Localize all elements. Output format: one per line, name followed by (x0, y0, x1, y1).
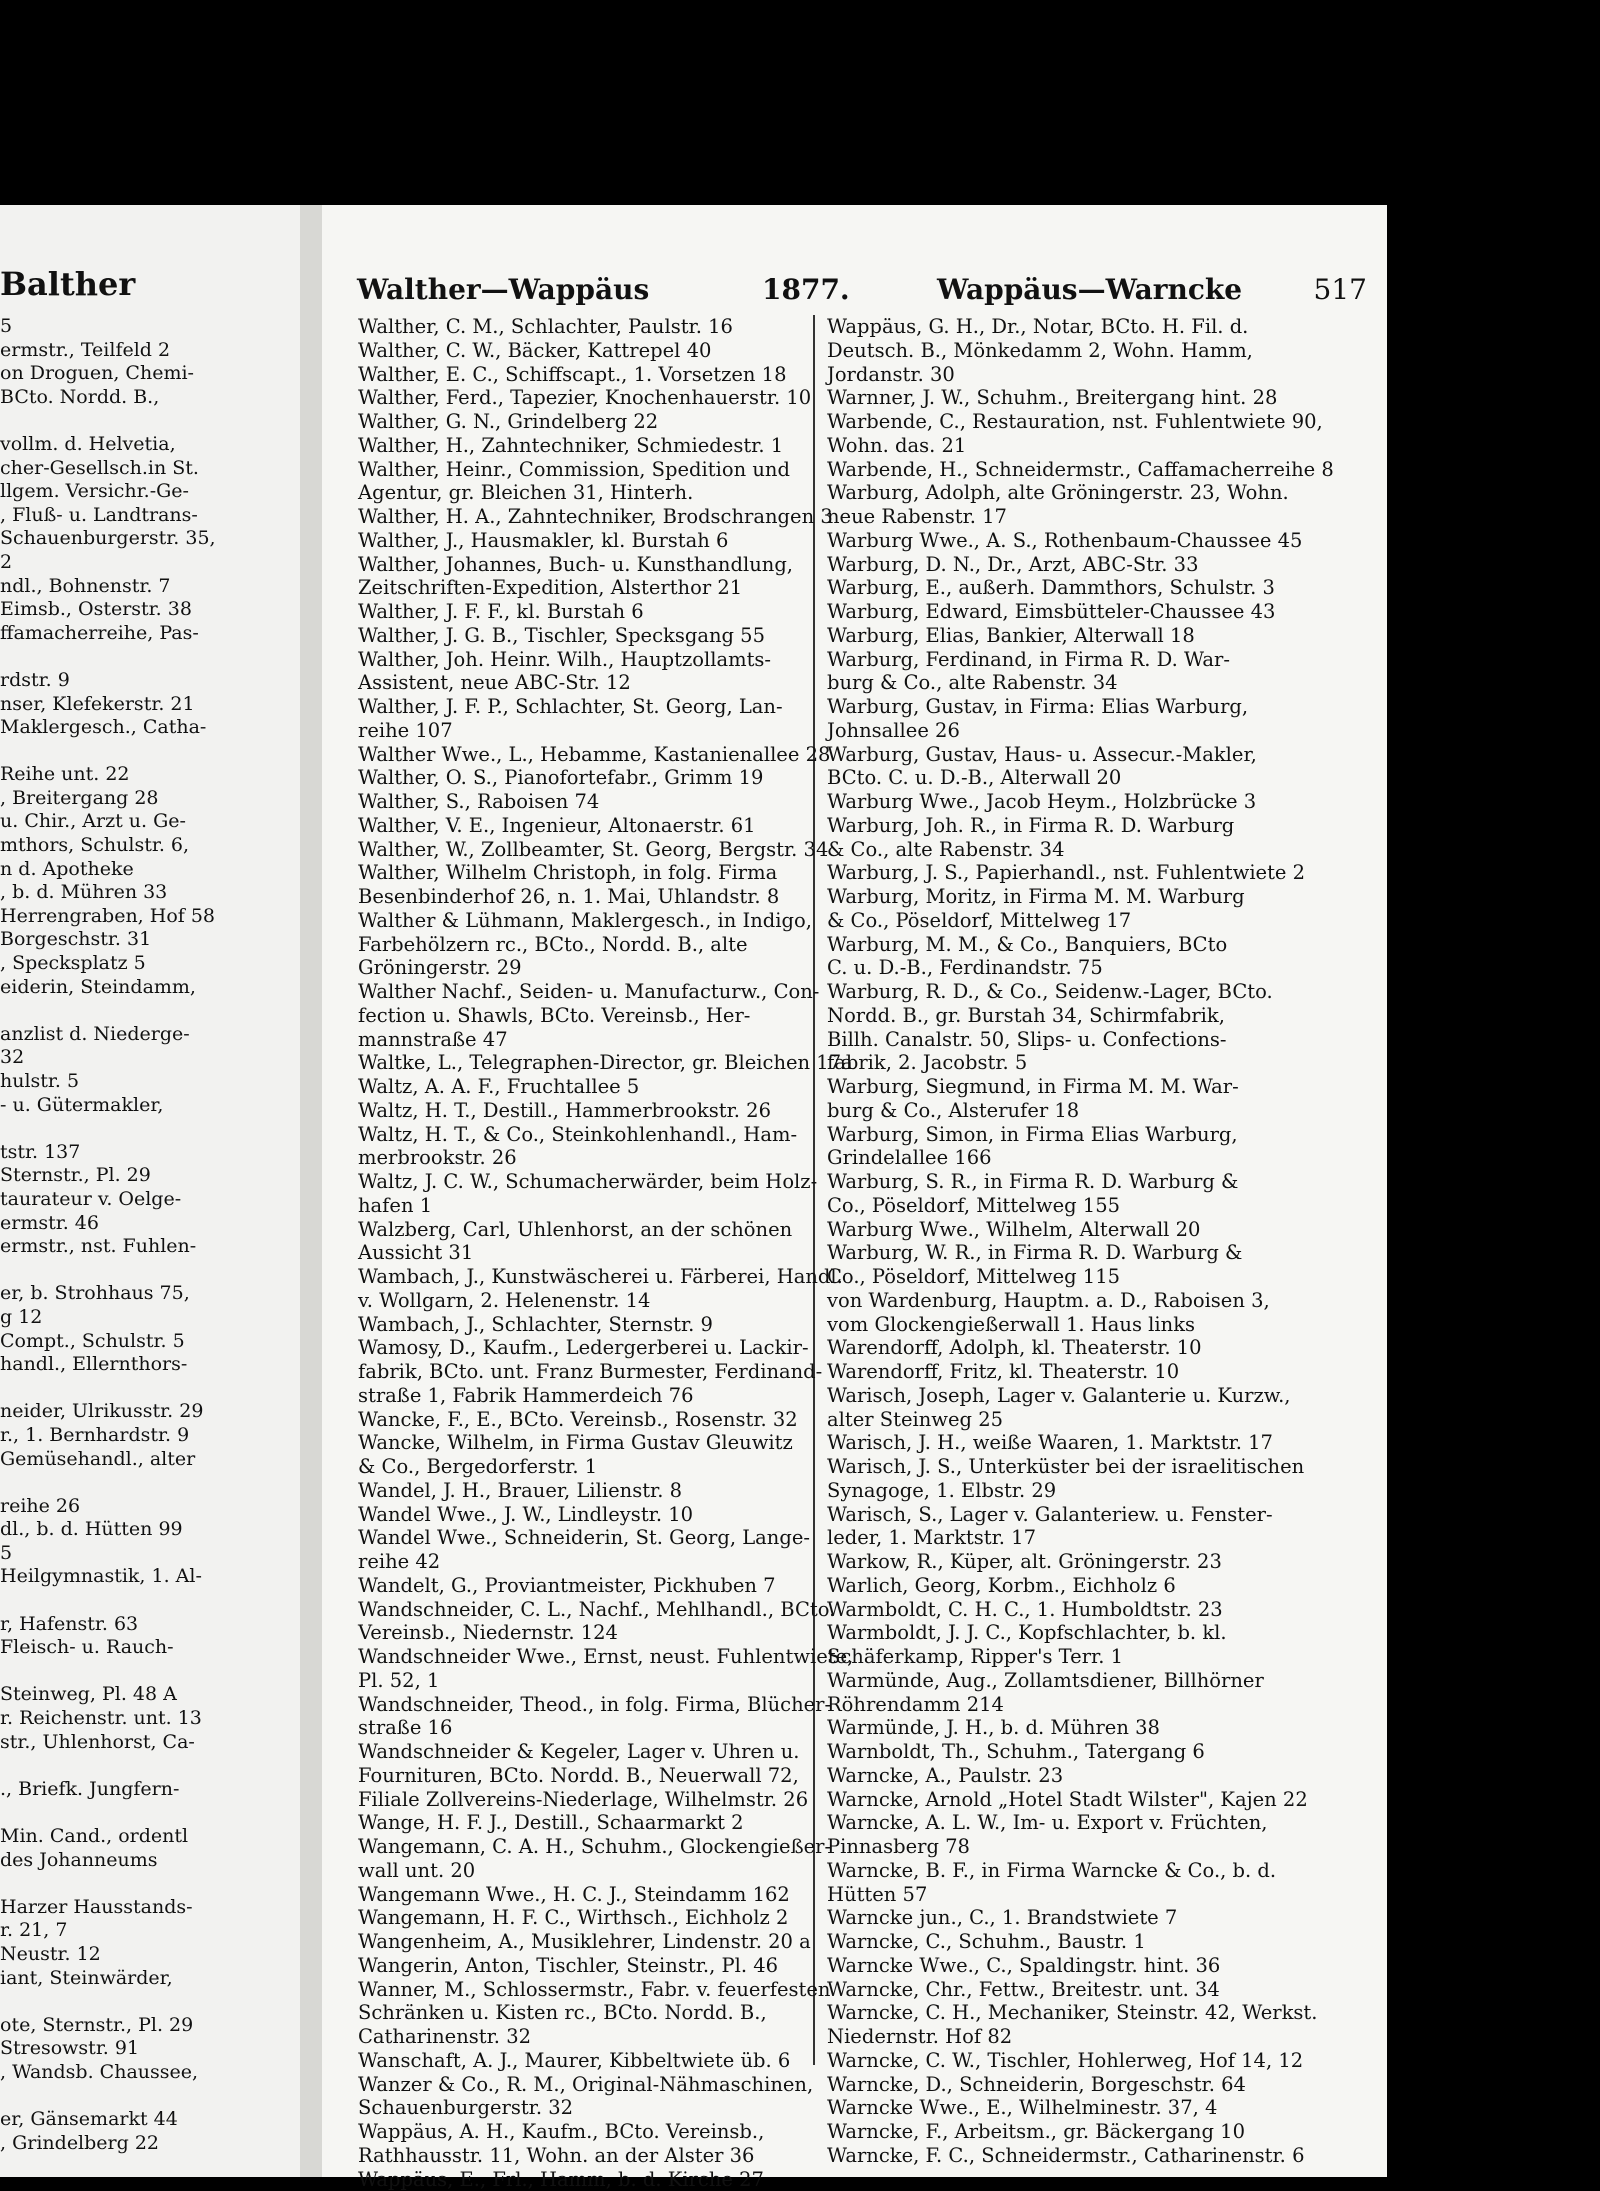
directory-entry: Aussicht 31 (358, 1241, 856, 1265)
directory-entry: Waltz, H. T., & Co., Steinkohlenhandl., Ham- (358, 1123, 856, 1147)
directory-entry: Grindelallee 166 (827, 1146, 1347, 1170)
directory-entry: Wandel Wwe., J. W., Lindleystr. 10 (358, 1503, 856, 1527)
directory-entry: Vereinsb., Niedernstr. 124 (358, 1621, 856, 1645)
left-page-line: Fleisch- u. Rauch- (0, 1636, 216, 1660)
directory-entry: Assistent, neue ABC-Str. 12 (358, 671, 856, 695)
left-page-line: ffamacherreihe, Pas- (0, 622, 216, 646)
directory-entry: Walther, C. M., Schlachter, Paulstr. 16 (358, 315, 856, 339)
directory-entry: Warnboldt, Th., Schuhm., Tatergang 6 (827, 1740, 1347, 1764)
left-page-line (0, 1754, 216, 1778)
directory-entry: Zeitschriften-Expedition, Alsterthor 21 (358, 576, 856, 600)
left-page-line: vollm. d. Helvetia, (0, 433, 216, 457)
directory-entry: Wanzer & Co., R. M., Original-Nähmaschinen, (358, 2073, 856, 2097)
left-page-line: Compt., Schulstr. 5 (0, 1330, 216, 1354)
directory-entry: Schauenburgerstr. 32 (358, 2096, 856, 2120)
left-page-line: des Johanneums (0, 1849, 216, 1873)
directory-entry: Warncke, B. F., in Firma Warncke & Co., b. d. (827, 1859, 1347, 1883)
left-page-line: Reihe unt. 22 (0, 763, 216, 787)
directory-entry: & Co., alte Rabenstr. 34 (827, 838, 1347, 862)
directory-entry: Gröningerstr. 29 (358, 956, 856, 980)
directory-entry: vom Glockengießerwall 1. Haus links (827, 1313, 1347, 1337)
directory-entry: Warburg, E., außerh. Dammthors, Schulstr. 3 (827, 576, 1347, 600)
directory-entry: Walther, V. E., Ingenieur, Altonaerstr. 61 (358, 814, 856, 838)
left-page-line: ., Briefk. Jungfern- (0, 1778, 216, 1802)
directory-entry: hafen 1 (358, 1194, 856, 1218)
directory-entry: Warbende, H., Schneidermstr., Caffamacherreihe 8 (827, 458, 1347, 482)
directory-entry: Co., Pöseldorf, Mittelweg 115 (827, 1265, 1347, 1289)
book-gutter (300, 205, 322, 2177)
directory-entry: Warburg, Simon, in Firma Elias Warburg, (827, 1123, 1347, 1147)
directory-entry: fabrik, BCto. unt. Franz Burmester, Ferdinand- (358, 1360, 856, 1384)
left-page-line: r, Hafenstr. 63 (0, 1613, 216, 1637)
directory-entry: Walther, C. W., Bäcker, Kattrepel 40 (358, 339, 856, 363)
directory-entry: Deutsch. B., Mönkedamm 2, Wohn. Hamm, (827, 339, 1347, 363)
directory-entry: Warburg, Elias, Bankier, Alterwall 18 (827, 624, 1347, 648)
directory-entry: Warlich, Georg, Korbm., Eichholz 6 (827, 1574, 1347, 1598)
left-page-line: eiderin, Steindamm, (0, 976, 216, 1000)
directory-entry: Warkow, R., Küper, alt. Gröningerstr. 23 (827, 1550, 1347, 1574)
directory-entry: Wandel, J. H., Brauer, Lilienstr. 8 (358, 1479, 856, 1503)
left-page-line: Sternstr., Pl. 29 (0, 1164, 216, 1188)
directory-entry: Walther, E. C., Schiffscapt., 1. Vorsetzen 18 (358, 363, 856, 387)
directory-entry: Waltz, J. C. W., Schumacherwärder, beim Holz- (358, 1170, 856, 1194)
directory-entry: Wamosy, D., Kaufm., Ledergerberei u. Lackir- (358, 1336, 856, 1360)
directory-entry: fection u. Shawls, BCto. Vereinsb., Her- (358, 1004, 856, 1028)
left-page-line: 5 (0, 315, 216, 339)
directory-entry: Wandel Wwe., Schneiderin, St. Georg, Lange- (358, 1526, 856, 1550)
directory-entry: Warburg Wwe., Jacob Heym., Holzbrücke 3 (827, 790, 1347, 814)
directory-entry: mannstraße 47 (358, 1028, 856, 1052)
directory-entry: Warburg, S. R., in Firma R. D. Warburg & (827, 1170, 1347, 1194)
directory-entry: Wandschneider Wwe., Ernst, neust. Fuhlentwiete, (358, 1645, 856, 1669)
left-page-line: ndl., Bohnenstr. 7 (0, 575, 216, 599)
left-page-line (0, 999, 216, 1023)
directory-entry: Warendorff, Adolph, kl. Theaterstr. 10 (827, 1336, 1347, 1360)
column-1 (358, 315, 856, 2191)
left-page-line: ermstr., Teilfeld 2 (0, 339, 216, 363)
left-page-line (0, 1589, 216, 1613)
left-page-line (0, 1471, 216, 1495)
left-page-line: llgem. Versichr.-Ge- (0, 480, 216, 504)
directory-entry: Warburg, Siegmund, in Firma M. M. War- (827, 1075, 1347, 1099)
column-2 (827, 315, 1347, 2168)
directory-entry: Warburg Wwe., A. S., Rothenbaum-Chaussee 45 (827, 529, 1347, 553)
directory-entry: Waltz, A. A. F., Fruchtallee 5 (358, 1075, 856, 1099)
directory-entry: Fournituren, BCto. Nordd. B., Neuerwall 72, (358, 1764, 856, 1788)
directory-entry: Warmboldt, J. J. C., Kopfschlachter, b. kl. (827, 1621, 1347, 1645)
left-page-line: Herrengraben, Hof 58 (0, 905, 216, 929)
directory-entry: Walther Wwe., L., Hebamme, Kastanienallee 28 (358, 743, 856, 767)
directory-entry: Warncke jun., C., 1. Brandstwiete 7 (827, 1906, 1347, 1930)
left-page-line: mthors, Schulstr. 6, (0, 834, 216, 858)
directory-entry: & Co., Pöseldorf, Mittelweg 17 (827, 909, 1347, 933)
left-page-line: r., 1. Bernhardstr. 9 (0, 1424, 216, 1448)
directory-entry: Wangemann, C. A. H., Schuhm., Glockengießer- (358, 1835, 856, 1859)
directory-entry: Niedernstr. Hof 82 (827, 2025, 1347, 2049)
left-page-lines (0, 315, 216, 2155)
left-page-line: nser, Klefekerstr. 21 (0, 693, 216, 717)
directory-entry: Warburg, Edward, Eimsbütteler-Chaussee 43 (827, 600, 1347, 624)
directory-entry: Warbende, C., Restauration, nst. Fuhlentwiete 90, (827, 410, 1347, 434)
directory-entry: Walzberg, Carl, Uhlenhorst, an der schönen (358, 1218, 856, 1242)
left-page-line: neider, Ulrikusstr. 29 (0, 1400, 216, 1424)
left-page-line: r. Reichenstr. unt. 13 (0, 1707, 216, 1731)
directory-entry: Wandschneider & Kegeler, Lager v. Uhren u. (358, 1740, 856, 1764)
directory-entry: Warncke, A. L. W., Im- u. Export v. Früchten, (827, 1811, 1347, 1835)
directory-entry: Co., Pöseldorf, Mittelweg 155 (827, 1194, 1347, 1218)
left-page-line: Neustr. 12 (0, 1943, 216, 1967)
directory-entry: Catharinenstr. 32 (358, 2025, 856, 2049)
directory-entry: Walther, Heinr., Commission, Spedition und (358, 458, 856, 482)
directory-entry: Nordd. B., gr. Burstah 34, Schirmfabrik, (827, 1004, 1347, 1028)
directory-entry: Filiale Zollvereins-Niederlage, Wilhelmstr. 26 (358, 1788, 856, 1812)
directory-entry: fabrik, 2. Jacobstr. 5 (827, 1051, 1347, 1075)
page-number: 517 (1314, 273, 1367, 306)
directory-entry: Warendorff, Fritz, kl. Theaterstr. 10 (827, 1360, 1347, 1384)
directory-entry: Warburg, Adolph, alte Gröningerstr. 23, Wohn. (827, 481, 1347, 505)
directory-entry: Schäferkamp, Ripper's Terr. 1 (827, 1645, 1347, 1669)
directory-entry: Warmünde, Aug., Zollamtsdiener, Billhörner (827, 1669, 1347, 1693)
directory-entry: BCto. C. u. D.-B., Alterwall 20 (827, 766, 1347, 790)
directory-entry: Walther, Ferd., Tapezier, Knochenhauerstr. 10 (358, 386, 856, 410)
directory-entry: Synagoge, 1. Elbstr. 29 (827, 1479, 1347, 1503)
left-page-line (0, 1117, 216, 1141)
directory-entry: Warburg, R. D., & Co., Seidenw.-Lager, BCto. (827, 980, 1347, 1004)
left-page-line: reihe 26 (0, 1495, 216, 1519)
left-page-line: Heilgymnastik, 1. Al- (0, 1565, 216, 1589)
left-page-line: Borgeschstr. 31 (0, 928, 216, 952)
header-left-range: Walther—Wappäus (357, 273, 649, 306)
directory-entry: Walther, Joh. Heinr. Wilh., Hauptzollamts- (358, 648, 856, 672)
directory-entry: Schränken u. Kisten rc., BCto. Nordd. B., (358, 2001, 856, 2025)
directory-entry: reihe 42 (358, 1550, 856, 1574)
left-page-line: tstr. 137 (0, 1141, 216, 1165)
directory-entry: Walther, G. N., Grindelberg 22 (358, 410, 856, 434)
directory-entry: Röhrendamm 214 (827, 1693, 1347, 1717)
left-page-line: - u. Gütermakler, (0, 1094, 216, 1118)
directory-entry: Walther, Wilhelm Christoph, in folg. Firma (358, 861, 856, 885)
directory-entry: Jordanstr. 30 (827, 363, 1347, 387)
left-page-line: Eimsb., Osterstr. 38 (0, 598, 216, 622)
left-page-line (0, 1259, 216, 1283)
left-page-line (0, 409, 216, 433)
header-right-range: Wappäus—Warncke (937, 273, 1242, 306)
directory-entry: Warburg, Gustav, in Firma: Elias Warburg, (827, 695, 1347, 719)
left-page-line: cher-Gesellsch.in St. (0, 457, 216, 481)
directory-entry: merbrookstr. 26 (358, 1146, 856, 1170)
directory-entry: Warmünde, J. H., b. d. Mühren 38 (827, 1716, 1347, 1740)
left-page-line: ote, Sternstr., Pl. 29 (0, 2014, 216, 2038)
directory-entry: straße 1, Fabrik Hammerdeich 76 (358, 1384, 856, 1408)
directory-entry: C. u. D.-B., Ferdinandstr. 75 (827, 956, 1347, 980)
directory-entry: Warisch, J. S., Unterküster bei der israelitischen (827, 1455, 1347, 1479)
directory-entry: Warncke, F. C., Schneidermstr., Catharinenstr. 6 (827, 2144, 1347, 2168)
left-page-line: , Specksplatz 5 (0, 952, 216, 976)
directory-entry: Warburg, D. N., Dr., Arzt, ABC-Str. 33 (827, 553, 1347, 577)
left-page-line: u. Chir., Arzt u. Ge- (0, 810, 216, 834)
left-page-line: , Breitergang 28 (0, 787, 216, 811)
directory-entry: Warburg, M. M., & Co., Banquiers, BCto (827, 933, 1347, 957)
left-page-line: , Grindelberg 22 (0, 2132, 216, 2156)
directory-entry: Warncke, C., Schuhm., Baustr. 1 (827, 1930, 1347, 1954)
directory-entry: Warmboldt, C. H. C., 1. Humboldtstr. 23 (827, 1598, 1347, 1622)
directory-entry: Walther, H. A., Zahntechniker, Brodschrangen 3 (358, 505, 856, 529)
left-page-line: Harzer Hausstands- (0, 1896, 216, 1920)
header-year: 1877. (762, 273, 850, 306)
directory-entry: Warisch, S., Lager v. Galanteriew. u. Fenster- (827, 1503, 1347, 1527)
left-page-line: Steinweg, Pl. 48 A (0, 1683, 216, 1707)
directory-entry: straße 16 (358, 1716, 856, 1740)
directory-entry: & Co., Bergedorferstr. 1 (358, 1455, 856, 1479)
directory-entry: Wappäus, E., Frl., Hamm, b. d. Kirche 27 (358, 2168, 856, 2191)
directory-entry: Wancke, F., E., BCto. Vereinsb., Rosenstr. 32 (358, 1408, 856, 1432)
directory-entry: alter Steinweg 25 (827, 1408, 1347, 1432)
left-page-line: 2 (0, 551, 216, 575)
directory-entry: Wangemann Wwe., H. C. J., Steindamm 162 (358, 1883, 856, 1907)
directory-entry: Waltke, L., Telegraphen-Director, gr. Bleichen 17a (358, 1051, 856, 1075)
directory-entry: Agentur, gr. Bleichen 31, Hinterh. (358, 481, 856, 505)
left-page-line (0, 1660, 216, 1684)
directory-entry: Warncke, C. H., Mechaniker, Steinstr. 42, Werkst. (827, 2001, 1347, 2025)
directory-entry: Warncke, D., Schneiderin, Borgeschstr. 64 (827, 2073, 1347, 2097)
directory-entry: Warncke, Chr., Fettw., Breitestr. unt. 34 (827, 1978, 1347, 2002)
page-header (357, 273, 1367, 317)
left-page-line: er, Gänsemarkt 44 (0, 2108, 216, 2132)
directory-entry: Wangenheim, A., Musiklehrer, Lindenstr. 20 a (358, 1930, 856, 1954)
directory-entry: Warncke Wwe., C., Spaldingstr. hint. 36 (827, 1954, 1347, 1978)
left-page-line (0, 645, 216, 669)
directory-entry: Walther, J. F. F., kl. Burstah 6 (358, 600, 856, 624)
left-page-fragment (0, 205, 300, 2177)
directory-page (322, 205, 1387, 2177)
left-page-line: rdstr. 9 (0, 669, 216, 693)
left-page-line: BCto. Nordd. B., (0, 386, 216, 410)
left-page-line (0, 1801, 216, 1825)
directory-entry: Wange, H. F. J., Destill., Schaarmarkt 2 (358, 1811, 856, 1835)
left-page-line: Stresowstr. 91 (0, 2037, 216, 2061)
directory-entry: Wambach, J., Kunstwäscherei u. Färberei, Handl. (358, 1265, 856, 1289)
directory-entry: Waltz, H. T., Destill., Hammerbrookstr. 26 (358, 1099, 856, 1123)
directory-entry: Walther, J. F. P., Schlachter, St. Georg, Lan- (358, 695, 856, 719)
directory-entry: burg & Co., Alsterufer 18 (827, 1099, 1347, 1123)
directory-entry: Rathhausstr. 11, Wohn. an der Alster 36 (358, 2144, 856, 2168)
left-page-line (0, 2085, 216, 2109)
left-page-line: , Wandsb. Chaussee, (0, 2061, 216, 2085)
directory-entry: Pl. 52, 1 (358, 1669, 856, 1693)
directory-entry: Warisch, J. H., weiße Waaren, 1. Marktstr. 17 (827, 1431, 1347, 1455)
left-page-line: r. 21, 7 (0, 1919, 216, 1943)
directory-entry: Warburg, J. S., Papierhandl., nst. Fuhlentwiete 2 (827, 861, 1347, 885)
directory-entry: Wohn. das. 21 (827, 434, 1347, 458)
left-page-line: iant, Steinwärder, (0, 1967, 216, 1991)
left-page-line: Gemüsehandl., alter (0, 1448, 216, 1472)
directory-entry: Billh. Canalstr. 50, Slips- u. Confections- (827, 1028, 1347, 1052)
left-page-line: dl., b. d. Hütten 99 (0, 1518, 216, 1542)
directory-entry: Warburg, Gustav, Haus- u. Assecur.-Makler, (827, 743, 1347, 767)
directory-entry: Wangerin, Anton, Tischler, Steinstr., Pl. 46 (358, 1954, 856, 1978)
directory-entry: neue Rabenstr. 17 (827, 505, 1347, 529)
directory-entry: Wambach, J., Schlachter, Sternstr. 9 (358, 1313, 856, 1337)
directory-entry: Walther, J., Hausmakler, kl. Burstah 6 (358, 529, 856, 553)
directory-entry: Wancke, Wilhelm, in Firma Gustav Gleuwitz (358, 1431, 856, 1455)
left-page-line: on Droguen, Chemi- (0, 362, 216, 386)
left-page-line: 5 (0, 1542, 216, 1566)
directory-entry: Besenbinderhof 26, n. 1. Mai, Uhlandstr. 8 (358, 885, 856, 909)
left-page-line: g 12 (0, 1306, 216, 1330)
left-page-line: n d. Apotheke (0, 858, 216, 882)
directory-entry: Warisch, Joseph, Lager v. Galanterie u. Kurzw., (827, 1384, 1347, 1408)
left-page-line: Min. Cand., ordentl (0, 1825, 216, 1849)
directory-entry: Warburg, W. R., in Firma R. D. Warburg & (827, 1241, 1347, 1265)
directory-entry: Wandelt, G., Proviantmeister, Pickhuben 7 (358, 1574, 856, 1598)
directory-entry: Wandschneider, C. L., Nachf., Mehlhandl., BCto. (358, 1598, 856, 1622)
directory-entry: Walther, W., Zollbeamter, St. Georg, Bergstr. 34 (358, 838, 856, 862)
left-page-line: , Fluß- u. Landtrans- (0, 504, 216, 528)
directory-entry: Walther, S., Raboisen 74 (358, 790, 856, 814)
directory-entry: Walther Nachf., Seiden- u. Manufacturw., Con- (358, 980, 856, 1004)
left-page-line: Maklergesch., Catha- (0, 716, 216, 740)
directory-entry: Farbehölzern rc., BCto., Nordd. B., alte (358, 933, 856, 957)
directory-entry: v. Wollgarn, 2. Helenenstr. 14 (358, 1289, 856, 1313)
directory-entry: Warncke, C. W., Tischler, Hohlerweg, Hof 14, 12 (827, 2049, 1347, 2073)
directory-entry: Walther, O. S., Pianofortefabr., Grimm 19 (358, 766, 856, 790)
directory-entry: leder, 1. Marktstr. 17 (827, 1526, 1347, 1550)
left-page-line (0, 1990, 216, 2014)
directory-entry: Wandschneider, Theod., in folg. Firma, Blücher- (358, 1693, 856, 1717)
directory-entry: reihe 107 (358, 719, 856, 743)
directory-entry: Pinnasberg 78 (827, 1835, 1347, 1859)
directory-entry: Wanner, M., Schlossermstr., Fabr. v. feuerfesten (358, 1978, 856, 2002)
directory-entry: Wanschaft, A. J., Maurer, Kibbeltwiete üb. 6 (358, 2049, 856, 2073)
left-page-line (0, 740, 216, 764)
directory-entry: burg & Co., alte Rabenstr. 34 (827, 671, 1347, 695)
left-page-line: Schauenburgerstr. 35, (0, 527, 216, 551)
directory-entry: Hütten 57 (827, 1883, 1347, 1907)
left-page-line: ermstr. 46 (0, 1212, 216, 1236)
directory-entry: Warncke, F., Arbeitsm., gr. Bäckergang 10 (827, 2120, 1347, 2144)
directory-entry: Warburg, Ferdinand, in Firma R. D. War- (827, 648, 1347, 672)
left-page-line (0, 1377, 216, 1401)
directory-entry: Warncke, Arnold „Hotel Stadt Wilster", Kajen 22 (827, 1788, 1347, 1812)
left-page-line: hulstr. 5 (0, 1070, 216, 1094)
directory-entry: von Wardenburg, Hauptm. a. D., Raboisen 3, (827, 1289, 1347, 1313)
directory-entry: Warburg, Joh. R., in Firma R. D. Warburg (827, 814, 1347, 838)
left-page-line: taurateur v. Oelge- (0, 1188, 216, 1212)
directory-entry: Walther, Johannes, Buch- u. Kunsthandlung, (358, 553, 856, 577)
left-page-line: handl., Ellernthors- (0, 1353, 216, 1377)
directory-entry: Warnner, J. W., Schuhm., Breitergang hint. 28 (827, 386, 1347, 410)
left-page-line: , b. d. Mühren 33 (0, 881, 216, 905)
directory-entry: Wappäus, G. H., Dr., Notar, BCto. H. Fil. d. (827, 315, 1347, 339)
left-page-line (0, 1872, 216, 1896)
directory-entry: Johnsallee 26 (827, 719, 1347, 743)
left-page-line: 32 (0, 1046, 216, 1070)
left-page-line: anzlist d. Niederge- (0, 1023, 216, 1047)
left-page-line: ermstr., nst. Fuhlen- (0, 1235, 216, 1259)
left-running-title: Balther (0, 265, 135, 303)
left-page-line: str., Uhlenhorst, Ca- (0, 1731, 216, 1755)
directory-entry: Warncke, A., Paulstr. 23 (827, 1764, 1347, 1788)
directory-entry: Wangemann, H. F. C., Wirthsch., Eichholz 2 (358, 1906, 856, 1930)
directory-entry: Warburg, Moritz, in Firma M. M. Warburg (827, 885, 1347, 909)
directory-entry: wall unt. 20 (358, 1859, 856, 1883)
directory-entry: Wappäus, A. H., Kaufm., BCto. Vereinsb., (358, 2120, 856, 2144)
directory-entry: Walther, H., Zahntechniker, Schmiedestr. 1 (358, 434, 856, 458)
left-page-line: er, b. Strohhaus 75, (0, 1282, 216, 1306)
directory-entry: Warburg Wwe., Wilhelm, Alterwall 20 (827, 1218, 1347, 1242)
directory-entry: Walther & Lühmann, Maklergesch., in Indigo, (358, 909, 856, 933)
directory-entry: Warncke Wwe., E., Wilhelminestr. 37, 4 (827, 2096, 1347, 2120)
directory-entry: Walther, J. G. B., Tischler, Specksgang 55 (358, 624, 856, 648)
